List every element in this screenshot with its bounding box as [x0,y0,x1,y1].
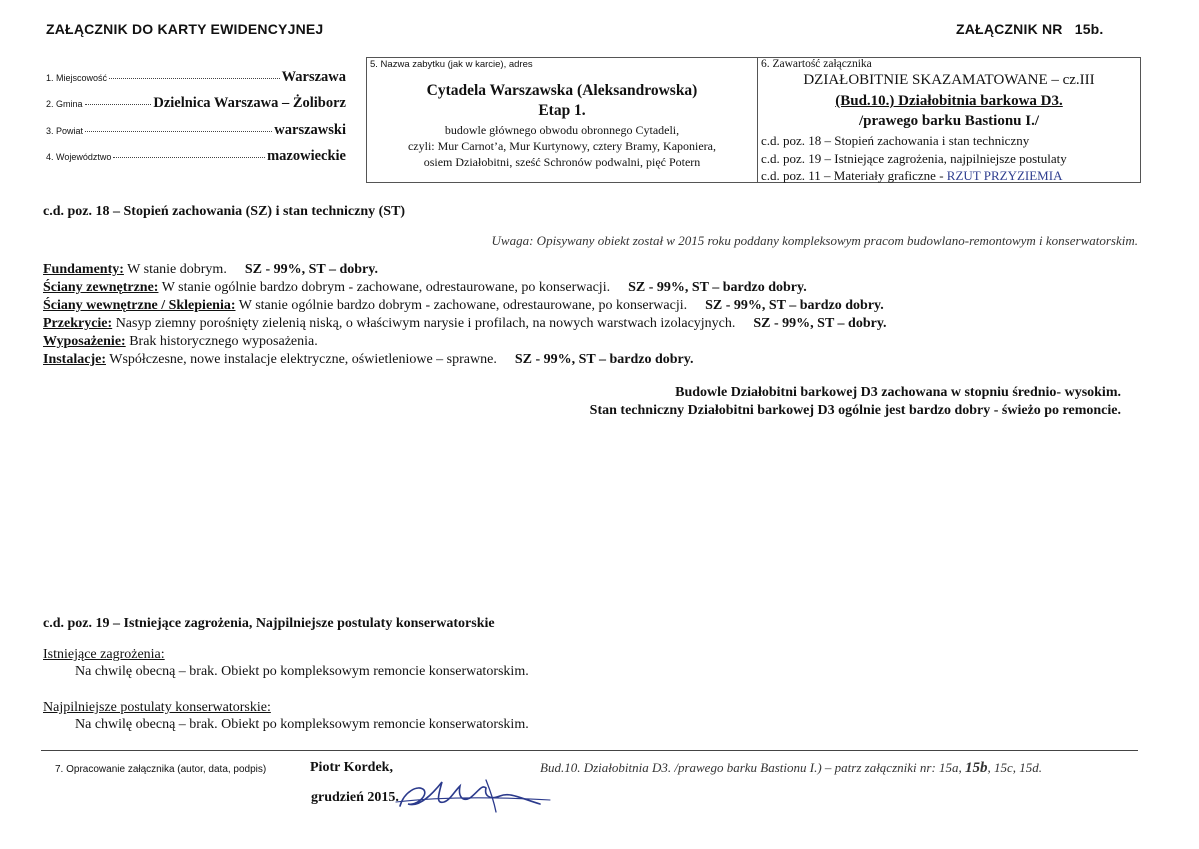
contents-title-2: (Bud.10.) Działobitnia barkowa D3. [835,93,1063,109]
section-19-heading: c.d. poz. 19 – Istniejące zagrożenia, Najpilniejsze postulaty konserwatorskie [43,616,495,631]
dotted-leader [113,157,265,158]
dotted-leader [85,104,152,105]
gmina-label: 2. Gmina [46,99,83,109]
condition-row [43,280,807,296]
author-name: Piotr Kordek, [310,760,393,775]
condition-text: W stanie dobrym. [123,262,227,277]
condition-row [43,262,378,278]
contents-item-18: c.d. poz. 18 – Stopień zachowania i stan techniczny [761,133,1030,148]
monument-desc-3: osiem Działobitni, sześć Schronów podwalni, pięć Potern [423,155,701,169]
row-wojewodztwo [46,148,346,165]
condition-text: W stanie ogólnie bardzo dobrym - zachowane, odrestaurowane, po konserwacji. [158,280,611,295]
contents-title-1: DZIAŁOBITNIE SKAZAMATOWANE – cz.III [803,72,1095,88]
condition-text: Brak historycznego wyposażenia. [125,334,318,349]
wojewodztwo-label: 4. Województwo [46,152,112,162]
attachment-number: 15b. [1074,21,1104,37]
condition-label: Instalacje: [43,352,106,367]
monument-desc-1: budowle głównego obwodu obronnego Cytadeli, [444,123,680,137]
signature-icon [390,762,560,822]
condition-label: Ściany zewnętrzne: [43,280,159,295]
wojewodztwo-value: mazowieckie [267,148,346,164]
condition-text: W stanie ogólnie bardzo dobrym - zachowane, odrestaurowane, po konserwacji. [235,298,688,313]
dotted-leader [85,131,272,132]
miejscowosc-label: 1. Miejscowość [46,73,108,83]
condition-rating: SZ - 99%, ST – dobry. [753,316,887,331]
attachment-title: ZAŁĄCZNIK DO KARTY EWIDENCYJNEJ [46,21,324,37]
condition-text: Współczesne, nowe instalacje elektryczne, oświetleniowe – sprawne. [106,352,497,367]
condition-rating: SZ - 99%, ST – dobry. [244,262,378,277]
monument-stage: Etap 1. [538,102,586,119]
row-miejscowosc [46,69,346,86]
reference-prefix: Bud.10. Działobitnia D3. /prawego barku Bastionu I.) – patrz załączniki nr: 15a, [540,760,966,775]
contents-label: 6. Zawartość załącznika [761,58,872,70]
monument-label: 5. Nazwa zabytku (jak w karcie), adres [370,59,533,70]
monument-name: Cytadela Warszawska (Aleksandrowska) [426,82,698,99]
condition-row [43,352,694,368]
row-gmina [46,95,346,112]
reference-current: 15b [965,760,988,776]
powiat-value: warszawski [274,122,346,138]
contents-title-3: /prawego barku Bastionu I./ [858,113,1040,129]
condition-text: Nasyp ziemny porośnięty zielenią niską, o właściwym narysie i profilach, na nowych warstwach izolacyjnych. [112,316,736,331]
row-powiat [46,122,346,139]
attachment-number-prefix: ZAŁĄCZNIK NR [956,21,1063,37]
footer-divider [41,750,1138,751]
postulates-text: Na chwilę obecną – brak. Obiekt po kompleksowym remoncie konserwatorskim. [75,717,529,732]
condition-label: Fundamenty: [43,262,124,277]
reference-suffix: , 15c, 15d. [987,760,1043,775]
condition-label: Przekrycie: [43,316,113,331]
author-date: grudzień 2015. [311,790,399,805]
author-label: 7. Opracowanie załącznika (autor, data, podpis) [55,764,267,775]
summary-line-1: Budowle Działobitni barkowej D3 zachowana w stopniu średnio- wysokim. [675,385,1121,400]
powiat-label: 3. Powiat [46,126,84,136]
contents-item-11 [761,168,1062,184]
gmina-value: Dzielnica Warszawa – Żoliborz [153,95,346,111]
attachment-number-label [956,21,1104,37]
threats-label: Istniejące zagrożenia: [43,647,165,662]
condition-row [43,334,336,350]
condition-rating: SZ - 99%, ST – bardzo dobry. [705,298,884,313]
miejscowosc-value: Warszawa [281,69,346,85]
condition-row [43,316,887,332]
postulates-label: Najpilniejsze postulaty konserwatorskie: [43,700,271,715]
condition-label: Wyposażenie: [43,334,126,349]
condition-label: Ściany wewnętrzne / Sklepienia: [43,298,236,313]
contents-item-19: c.d. poz. 19 – Istniejące zagrożenia, najpilniejsze postulaty [761,151,1067,166]
dotted-leader [109,78,280,79]
section-18-note: Uwaga: Opisywany obiekt został w 2015 roku poddany kompleksowym pracom budowlano-remontowym i konserwatorskim. [491,233,1138,248]
condition-row [43,298,884,314]
condition-rating: SZ - 99%, ST – bardzo dobry. [628,280,807,295]
monument-desc-2: czyli: Mur Carnot’a, Mur Kurtynowy, cztery Bramy, Kaponiera, [407,139,716,153]
rzut-przyziemia-link[interactable]: RZUT PRZYZIEMIA [946,168,1063,183]
threats-text: Na chwilę obecną – brak. Obiekt po kompleksowym remoncie konserwatorskim. [75,664,529,679]
reference-note [540,760,1042,777]
summary-line-2: Stan techniczny Działobitni barkowej D3 ogólnie jest bardzo dobry - świeżo po remoncie. [589,403,1121,418]
section-18-heading: c.d. poz. 18 – Stopień zachowania (SZ) i stan techniczny (ST) [43,204,406,219]
contents-item-11-text: c.d. poz. 11 – Materiały graficzne - [761,168,947,183]
condition-rating: SZ - 99%, ST – bardzo dobry. [514,352,694,367]
